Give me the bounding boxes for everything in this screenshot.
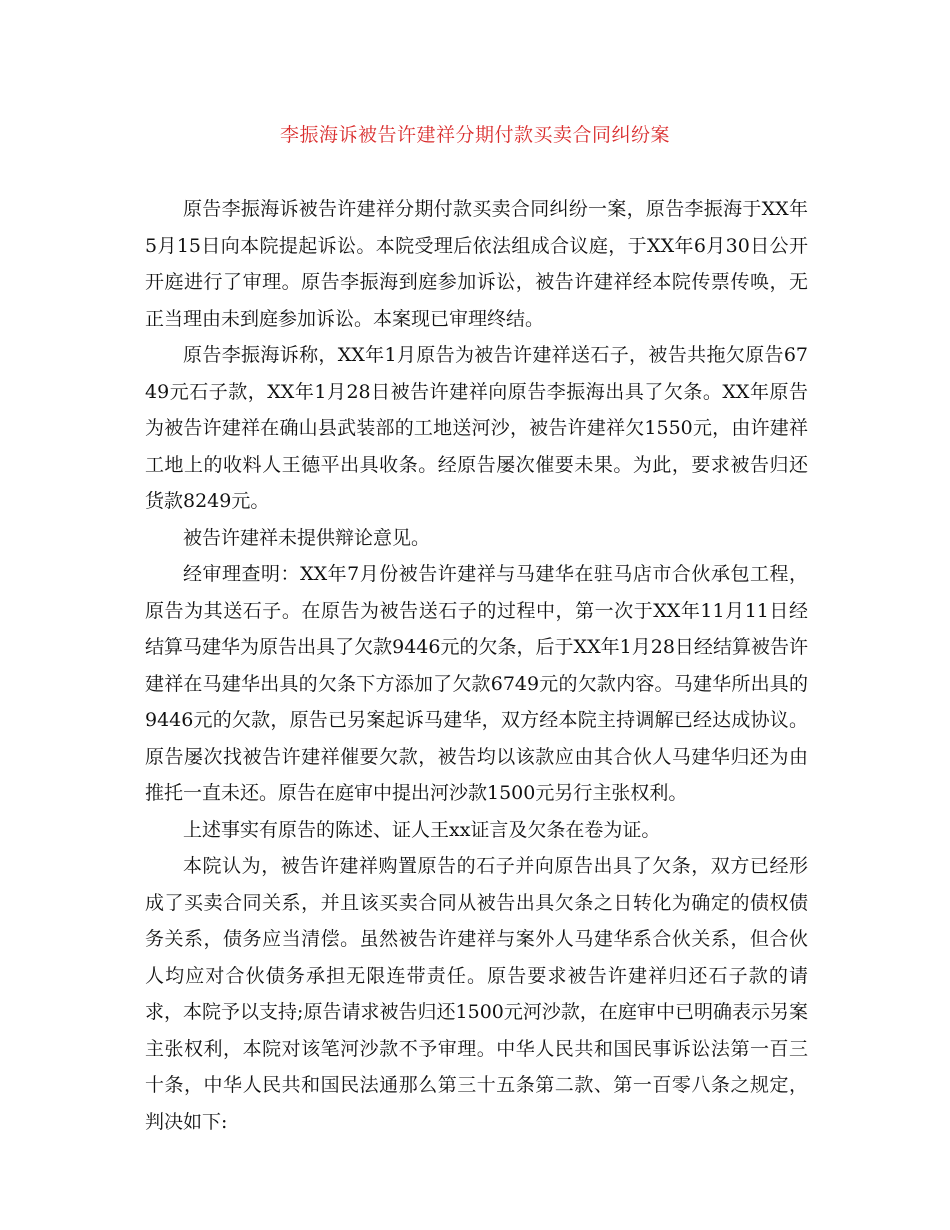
paragraph-findings: 经审理查明：XX年7月份被告许建祥与马建华在驻马店市合伙承包工程，原告为其送石子。在原告为被告送石子的过程中，第一次于XX年11月11日经结算马建华为原告出具了欠款9446元的欠条，后于XX年1月28日经结算被告许建祥在马建华出具的欠条下方添加了欠款6749元的欠款内容。马建华所出具的9446元的欠款，原告已另案起诉马建华，双方经本院主持调解已经达成协议。原告屡次找被告许建祥催要欠款，被告均以该款应由其合伙人马建华归还为由推托一直未还。原告在庭审中提出河沙款1500元另行主张权利。 — [145, 563, 808, 804]
paragraph-case-intro: 原告李振海诉被告许建祥分期付款买卖合同纠纷一案，原告李振海于XX年5月15日向本院提起诉讼。本院受理后依法组成合议庭，于XX年6月30日公开开庭进行了审理。原告李振海到庭参加诉讼，被告许建祥经本院传票传唤，无正当理由未到庭参加诉讼。本案现已审理终结。 — [145, 198, 808, 330]
paragraph-evidence: 上述事实有原告的陈述、证人王xx证言及欠条在卷为证。 — [183, 818, 661, 841]
paragraph-court-opinion: 本院认为，被告许建祥购置原告的石子并向原告出具了欠条，双方已经形成了买卖合同关系，并且该买卖合同从被告出具欠条之日转化为确定的债权债务关系，债务应当清偿。虽然被告许建祥与案外人马建华系合伙关系，但合伙人均应对合伙债务承担无限连带责任。原告要求被告许建祥归还石子款的请求，本院予以支持;原告请求被告归还1500元河沙款，在庭审中已明确表示另案主张权利，本院对该笔河沙款不予审理。中华人民共和国民事诉讼法第一百三十条，中华人民共和国民法通那么第三十五条第二款、第一百零八条之规定，判决如下: — [145, 855, 808, 1133]
paragraph-plaintiff-claim: 原告李振海诉称，XX年1月原告为被告许建祥送石子，被告共拖欠原告6749元石子款，XX年1月28日被告许建祥向原告李振海出具了欠条。XX年原告为被告许建祥在确山县武装部的工地送河沙，被告许建祥欠1550元，由许建祥工地上的收料人王德平出具收条。经原告屡次催要未果。为此，要求被告归还货款8249元。 — [145, 344, 808, 512]
document-body — [145, 191, 808, 1140]
paragraph-defendant-response: 被告许建祥未提供辩论意见。 — [183, 526, 431, 549]
document-title: 李振海诉被告许建祥分期付款买卖合同纠纷案 — [279, 124, 670, 146]
